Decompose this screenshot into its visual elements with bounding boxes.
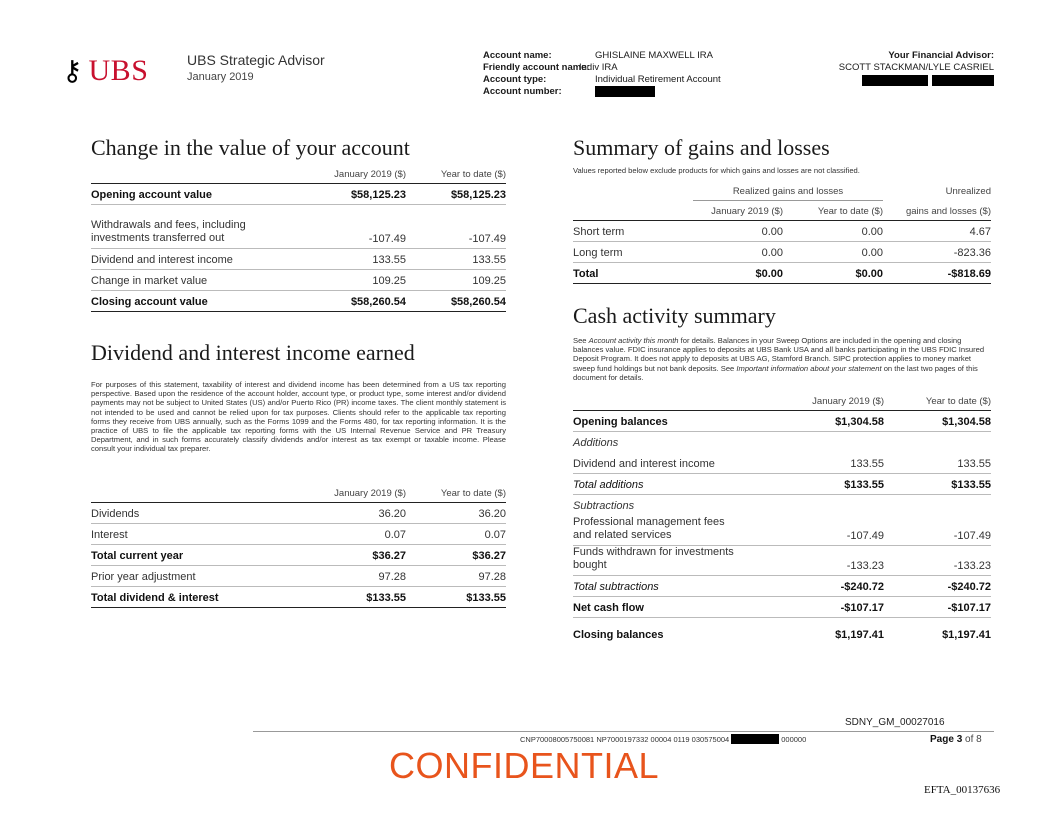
row-ytd: 97.28 — [406, 565, 506, 586]
confidential-stamp: CONFIDENTIAL — [389, 745, 660, 786]
page-label: Page — [930, 734, 954, 745]
row-unrealized: -823.36 — [883, 241, 991, 262]
row-label: Subtractions — [573, 500, 635, 512]
row-month: 36.20 — [311, 502, 406, 523]
col-header-month: January 2019 ($) — [711, 205, 783, 217]
ubs-logo — [62, 54, 148, 88]
row-label: Dividend and interest income — [91, 248, 311, 269]
friendly-name-value: Indiv IRA — [579, 62, 618, 73]
row-ytd: -107.49 — [884, 515, 991, 545]
row-label: Opening account value — [91, 183, 311, 204]
row-ytd: 133.55 — [406, 248, 506, 269]
row-label: Change in market value — [91, 269, 311, 290]
row-unrealized: 4.67 — [883, 220, 991, 241]
row-month: -107.49 — [776, 515, 884, 545]
efta-number: EFTA_00137636 — [924, 784, 1001, 796]
row-ytd: $0.00 — [783, 262, 883, 283]
row-label: Short term — [573, 220, 693, 241]
row-label: Dividends — [91, 502, 311, 523]
row-month: 97.28 — [311, 565, 406, 586]
three-keys-icon: ⚷ — [62, 55, 83, 86]
row-label: Total subtractions — [573, 575, 776, 596]
financial-advisor — [839, 50, 994, 87]
cash-note-link-activity: Account activity this month — [588, 336, 679, 345]
logo-text: UBS — [88, 54, 149, 87]
row-ytd: $1,304.58 — [884, 410, 991, 431]
row-month: -$240.72 — [776, 575, 884, 596]
account-name-value: GHISLAINE MAXWELL IRA — [595, 50, 713, 61]
account-type-label: Account type: — [483, 74, 547, 85]
page-number: 3 — [956, 734, 963, 745]
row-label: Professional management fees and related services — [573, 515, 776, 545]
cash-note-text: on the last two pages of this document for details. — [573, 363, 978, 382]
col-header-ytd: Year to date ($) — [440, 168, 506, 180]
row-label: Dividend and interest income — [573, 452, 776, 473]
document-code-redaction — [731, 734, 779, 744]
gains-table — [573, 180, 991, 284]
row-ytd: 0.00 — [783, 220, 883, 241]
unrealized-group-header: Unrealized — [945, 186, 991, 197]
row-month: $58,260.54 — [311, 290, 406, 311]
account-info — [483, 50, 721, 98]
row-unrealized: -$818.69 — [883, 262, 991, 283]
account-name-label: Account name: — [483, 50, 552, 61]
row-ytd: -$240.72 — [884, 575, 991, 596]
row-label: Total additions — [573, 473, 776, 494]
row-ytd: $133.55 — [884, 473, 991, 494]
row-month: -$107.17 — [776, 596, 884, 617]
dividend-table — [91, 482, 506, 608]
row-month: $36.27 — [311, 544, 406, 565]
cash-note — [573, 336, 991, 382]
row-ytd: 0.00 — [783, 241, 883, 262]
row-label: Withdrawals and fees, including investments transferred out — [91, 204, 311, 248]
col-header-ytd: Year to date ($) — [925, 395, 991, 407]
advisor-redaction-1 — [862, 75, 928, 86]
row-label: Closing account value — [91, 290, 311, 311]
row-label: Long term — [573, 241, 693, 262]
row-ytd: -133.23 — [884, 545, 991, 575]
row-ytd: $133.55 — [406, 586, 506, 607]
gains-note: Values reported below exclude products for which gains and losses are not classified. — [573, 166, 860, 175]
change-value-table — [91, 163, 506, 312]
bates-number: SDNY_GM_00027016 — [845, 717, 945, 728]
col-header-month: January 2019 ($) — [334, 168, 406, 180]
document-code-a: CNP70008005750081 NP7000197332 00004 0119 030575004 — [520, 734, 730, 744]
col-header-ytd: Year to date ($) — [817, 205, 883, 217]
row-label: Prior year adjustment — [91, 565, 311, 586]
row-label: Net cash flow — [573, 596, 776, 617]
row-label: Interest — [91, 523, 311, 544]
gains-title: Summary of gains and losses — [573, 135, 830, 160]
cash-note-text: See — [573, 336, 589, 345]
page-indicator — [930, 734, 982, 745]
col-header-unrealized: gains and losses ($) — [905, 205, 991, 217]
row-label: Funds withdrawn for investments bought — [573, 545, 776, 575]
dividend-title: Dividend and interest income earned — [91, 340, 415, 365]
row-month — [776, 431, 884, 452]
cash-note-text: for details. Balances in your Sweep Options are included in the opening and closing balances value. FDIC insurance applies to deposits at UBS Bank USA and all banks participating in the UBS FDIC Insured Deposit Program. It does not apply to deposits at UBS AG, Stamford Branch. SIPC protection applies to money market sweep fund holdings but not bank deposits. See — [573, 336, 985, 373]
document-code-b: 000000 — [781, 734, 807, 744]
row-ytd: $58,260.54 — [406, 290, 506, 311]
row-month: $133.55 — [776, 473, 884, 494]
cash-title: Cash activity summary — [573, 303, 776, 328]
row-label: Additions — [573, 437, 619, 449]
realized-group-header: Realized gains and losses — [693, 180, 883, 200]
row-ytd — [884, 431, 991, 452]
row-month: $58,125.23 — [311, 183, 406, 204]
row-ytd — [884, 494, 991, 515]
row-ytd: -107.49 — [406, 204, 506, 248]
row-month — [776, 494, 884, 515]
row-ytd: 109.25 — [406, 269, 506, 290]
row-month: 0.00 — [693, 241, 783, 262]
document-date: January 2019 — [187, 71, 254, 83]
row-label: Total dividend & interest — [91, 586, 311, 607]
row-ytd: $1,197.41 — [942, 629, 991, 641]
col-header-month: January 2019 ($) — [812, 395, 884, 407]
advisor-redaction-2 — [932, 75, 994, 86]
account-number-redaction — [595, 86, 655, 97]
row-label: Total current year — [91, 544, 311, 565]
advisor-title: Your Financial Advisor: — [888, 50, 994, 61]
row-month: 133.55 — [776, 452, 884, 473]
page-total: of 8 — [965, 734, 982, 745]
row-ytd: 133.55 — [884, 452, 991, 473]
document-title: UBS Strategic Advisor — [187, 52, 325, 68]
row-month: $1,304.58 — [776, 410, 884, 431]
row-month: $133.55 — [311, 586, 406, 607]
row-month: 0.07 — [311, 523, 406, 544]
footer-divider — [253, 731, 994, 732]
row-ytd: 36.20 — [406, 502, 506, 523]
col-header-ytd: Year to date ($) — [440, 487, 506, 499]
row-month: 109.25 — [311, 269, 406, 290]
cash-note-link-important-info: Important information about your statement — [736, 363, 882, 373]
dividend-note: For purposes of this statement, taxability of interest and dividend income has been determined from a US tax reporting perspective. Based upon the residence of the account holder, account type, or product type, some interest and/or dividend payments may not be subject to United States (US) and/or Puerto Rico (PR) income taxes. The client monthly statement is not intended to be used and cannot be relied upon for tax purposes. Clients should refer to the applicable tax reporting forms they receive from UBS annually, such as the Forms 1099 and the Forms 480, for tax reporting information. It is the practice of UBS to file the applicable tax reporting forms with the US Internal Revenue Service and PR Treasury Department, and in such forms accurately classify dividends and/or interest as tax exempt or taxable income. Please consult your individual tax preparer. — [91, 380, 506, 454]
row-month: -133.23 — [776, 545, 884, 575]
advisor-names: SCOTT STACKMAN/LYLE CASRIEL — [838, 62, 994, 73]
row-ytd: 0.07 — [406, 523, 506, 544]
row-month: -107.49 — [311, 204, 406, 248]
row-ytd: -$107.17 — [884, 596, 991, 617]
row-month: $1,197.41 — [835, 629, 884, 641]
document-code — [520, 734, 806, 744]
change-value-title: Change in the value of your account — [91, 135, 410, 160]
account-type-value: Individual Retirement Account — [595, 74, 721, 85]
col-header-month: January 2019 ($) — [334, 487, 406, 499]
account-number-label: Account number: — [483, 86, 562, 97]
row-label: Total — [573, 262, 693, 283]
row-month: 0.00 — [693, 220, 783, 241]
row-ytd: $36.27 — [406, 544, 506, 565]
friendly-name-label: Friendly account name: — [483, 62, 590, 73]
row-label: Closing balances — [573, 629, 664, 641]
cash-table — [573, 390, 991, 644]
row-month: 133.55 — [311, 248, 406, 269]
row-label: Opening balances — [573, 410, 776, 431]
row-ytd: $58,125.23 — [406, 183, 506, 204]
row-month: $0.00 — [693, 262, 783, 283]
